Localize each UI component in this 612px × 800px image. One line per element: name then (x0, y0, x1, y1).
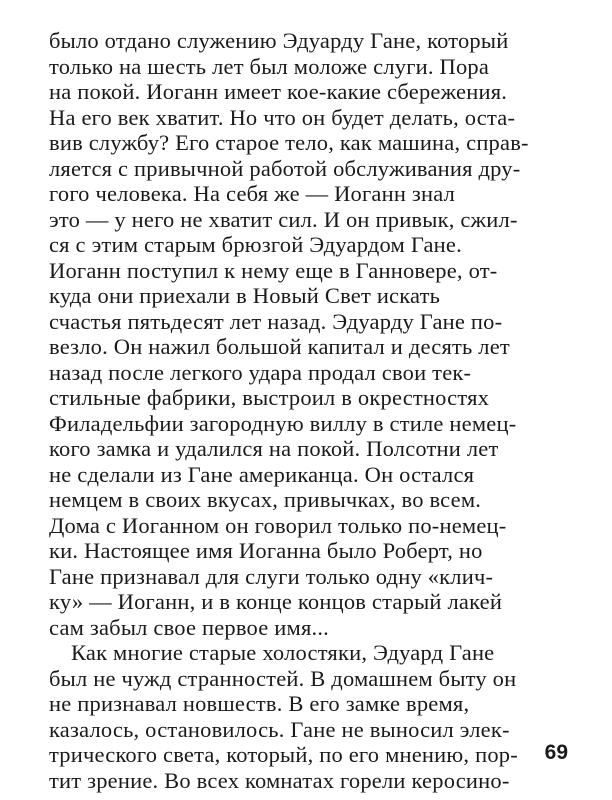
text-line: стильные фабрики, выстроил в окрестностях (49, 385, 490, 410)
book-page (49, 28, 585, 793)
text-line: счастья пятьдесят лет назад. Эдуарду Гане по- (49, 308, 503, 334)
text-line: На его век хватит. Но что он будет делать, оста- (49, 104, 516, 130)
text-line: на покой. Иоганн имеет кое-какие сбережения. (49, 79, 508, 104)
text-line: ляется с привычной работой обслуживания дру- (49, 155, 521, 181)
text-line: ся с этим старым брюзгой Эдуардом Гане. (49, 232, 462, 257)
text-line: не сделали из Гане американца. Он остался (49, 461, 475, 487)
text-line: трического света, который, по его мнению, пор- (49, 742, 518, 767)
text-line: Иоганн поступил к нему еще в Ганновере, от- (49, 257, 498, 283)
text-line: вив службу? Его старое тело, как машина, справ- (49, 130, 529, 155)
text-line: сам забыл свое первое имя... (49, 614, 329, 640)
text-line: Дома с Иоганном он говорил только по-немец- (49, 512, 507, 538)
text-line: тит зрение. Во всех комнатах горели керосино- (49, 767, 510, 793)
text-line: кого замка и удалился на покой. Полсотни лет (49, 436, 499, 461)
text-line: немцем в своих вкусах, привычках, во всем. (49, 487, 482, 512)
text-line: не признавал новшеств. В его замке время, (49, 691, 470, 716)
paragraph-1 (49, 28, 585, 640)
text-line: было отдано служению Эдуарду Гане, который (49, 28, 509, 53)
text-line: был не чужд странностей. В домашнем быту он (49, 665, 517, 691)
text-line: только на шесть лет был моложе слуги. Пора (49, 53, 490, 79)
paragraph-2 (49, 640, 585, 793)
page-number: 69 (544, 741, 568, 764)
text-line: назад после легкого удара продал свои тек- (49, 359, 472, 385)
text-line: это — у него не хватит сил. И он привык, сжил- (49, 206, 518, 232)
text-line: ку» — Иоганн, и в конце концов старый лакей (49, 589, 503, 614)
text-line: гого человека. На себя же — Иоганн знал (49, 181, 456, 206)
text-line: ки. Настоящее имя Иоганна было Роберт, но (49, 538, 483, 563)
text-line: казалось, остановилось. Гане не выносил элек- (49, 716, 510, 742)
text-line: Как многие старые холостяки, Эдуард Гане (71, 640, 495, 665)
text-line: Гане признавал для слуги только одну «клич- (49, 563, 494, 589)
text-line: куда они приехали в Новый Свет искать (49, 283, 441, 308)
text-line: везло. Он нажил большой капитал и десять лет (49, 334, 510, 359)
text-line: Филадельфии загородную виллу в стиле немец- (49, 410, 517, 436)
